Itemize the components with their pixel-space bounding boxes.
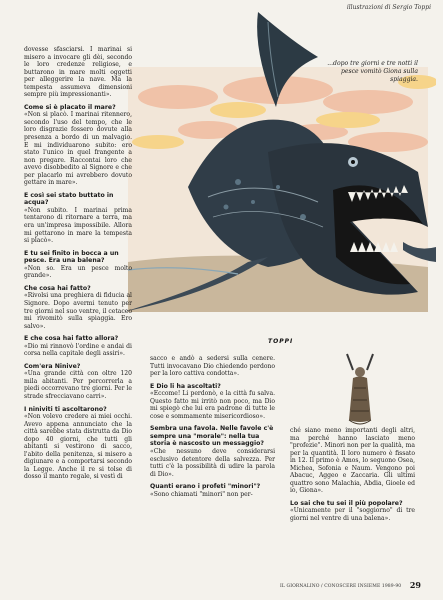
text-column-3 xyxy=(290,427,415,525)
answer: «Una grande città con oltre 120 mila abitanti. Per percorrerla a piedi occorrevano tre giorni. Per le strade sfrecciavano carri». xyxy=(24,370,132,400)
footer-publication: IL GIORNALINO / CONOSCERE INSIEME 1989-90 xyxy=(280,584,402,589)
answer: «Non subito. I marinai prima tentarono di ritornare a terra, ma era un'impresa impossibile. Allora mi gettarono in mare la tempesta si placò». xyxy=(24,206,132,245)
question: I niniviti ti ascoltarono? xyxy=(24,405,107,413)
question: E Dio li ha ascoltati? xyxy=(150,382,221,390)
artist-signature: TOPPI xyxy=(268,338,294,345)
answer: «Rivolsi una preghiera di fiducia al Signore. Dopo avermi tenuto per tre giorni nel suo ventre, il cetaceo mi rivomitò sulla spiaggia. Ero salvo». xyxy=(24,292,132,330)
answer: «Unicamente per il "soggiorno" di tre giorni nel ventre di una balena». xyxy=(290,507,415,523)
question: Sembra una favola. Nelle favole c'è sempre una "morale": nella tua storia è nascosto un messaggio? xyxy=(150,425,274,448)
answer: «Dio mi rinnovò l'ordine e andai di corsa nella capitale degli assiri». xyxy=(24,342,132,358)
answer: «Non si placò. I marinai ritennero, secondo l'uso del tempo, che le loro disgrazie fossero dovute alla presenza a bordo di un malvagio. E mi individuarono subito: ero stato l'unico in quel frangente a non pregare. Raccontai loro che avevo disobbedito al Signore e che per placarlo mi avrebbero dovuto gettare in mare». xyxy=(24,111,132,187)
question: Com'era Ninive? xyxy=(24,362,81,370)
question: Che cosa hai fatto? xyxy=(24,284,91,292)
question: E tu sei finito in bocca a un pesce. Era una balena? xyxy=(24,249,119,265)
answer: «Che nessuno deve considerarsi esclusivo detentore della salvezza. Per tutti c'è la possibilità di udire la parola di Dio». xyxy=(150,448,275,478)
answer: «Sono chiamati "minori" non per- xyxy=(150,490,253,498)
paragraph: dovesse sfasciarsi. I marinai si misero a invocare gli dèi, secondo le loro credenze religiose, e buttarono in mare molti oggetti per alleggerire la nave. Ma la tempesta assumeva dimensioni sempre più impressionanti». xyxy=(24,46,132,99)
question: E così sei stato buttato in acqua? xyxy=(24,191,114,207)
text-column-2 xyxy=(150,355,275,500)
question: E che cosa hai fatto allora? xyxy=(24,335,119,343)
question: Come si è placato il mare? xyxy=(24,103,116,111)
question: Quanti erano i profeti "minori"? xyxy=(150,483,261,491)
illustration-credit: illustrazioni di Sergio Toppi xyxy=(346,4,431,11)
jonah-praying-figure xyxy=(335,348,385,428)
page-number: 29 xyxy=(409,580,421,590)
question: Lo sai che tu sei il più popolare? xyxy=(290,499,403,507)
answer: «Non volevo credere ai miei occhi. Avevo appena annunciato che la città sarebbe stata distrutta da Dio dopo 40 giorni, che tutti gli abitanti si vestirono di sacco, l'abito della penitenza, si misero a digiunare e a comportarsi secondo la Legge. Anche il re si tolse di dosso il manto regale, si vestì di xyxy=(24,413,132,481)
text-column-1 xyxy=(24,46,132,483)
paragraph: ché siano meno importanti degli altri, ma perché hanno lasciato meno "profezie". Minori non per la qualità, ma per la quantità. Il loro numero è fissato in 12. Il primo è Amos, lo seguono Osea, Michea, Sofonia e Naum. Vengono poi Abacuc, Aggeo e Zaccaria. Gli ultimi quattro sono Malachia, Abdia, Gioele ed io, Giona». xyxy=(290,427,415,495)
illustration-caption: ...dopo tre giorni e tre notti il pesce vomitò Giona sulla spiaggia. xyxy=(327,60,418,83)
paragraph: sacco e andò a sedersi sulla cenere. Tutti invocavano Dio chiedendo perdono per la loro cattiva condotta». xyxy=(150,355,275,378)
answer: «Eccome! Li perdonò, e la città fu salva. Questo fatto mi irritò non poco, ma Dio mi spiegò che lui era padrone di tutte le cose e sommamente misericordioso». xyxy=(150,390,275,420)
answer: «Non so. Era un pesce molto grande». xyxy=(24,264,132,280)
